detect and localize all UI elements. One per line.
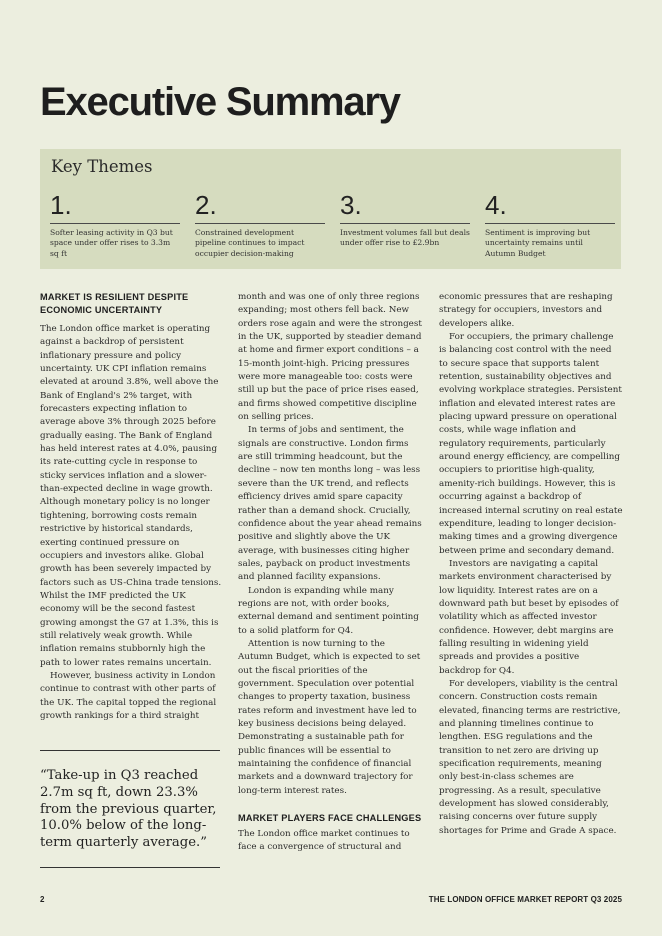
body-paragraph: For developers, viability is the central concern. Construction costs remain elevated, financing terms are restrictive, and planning timelines continue to lengthen. ESG regulations and the transition to net zero are driving up specification requirements, meaning only best-in-class schemes are progressing. As a result, speculative development has slowed considerably, raising concerns over future supply shortages for Prime and Grade A space. xyxy=(439,678,621,836)
page-title: Executive Summary xyxy=(40,80,400,124)
theme-number: 2. xyxy=(195,189,325,224)
theme-item xyxy=(50,189,180,259)
theme-item xyxy=(340,189,470,249)
column-3 xyxy=(439,291,623,838)
body-paragraph: The London office market is operating against a backdrop of persistent inflationary pressure and policy uncertainty. UK CPI inflation remains elevated at around 3.8%, well above the Bank of England's 2% target, with forecasters expecting inflation to average above 3% through 2025 before gradually easing. The Bank of England has held interest rates at 4.0%, pausing its rate-cutting cycle in response to sticky services inflation and a slower-than-expected decline in wage growth. Although monetary policy is no longer tightening, borrowing costs remain restrictive by historical standards, exerting continued pressure on occupiers and investors alike. Global growth has been severely impacted by factors such as US-China trade tensions. Whilst the IMF predicted the UK economy will be the second fastest growing amongst the G7 at 1.3%, this is still relatively weak growth. While inflation remains stubbornly high the path to lower rates remains uncertain. xyxy=(40,324,222,668)
page-number: 2 xyxy=(40,895,45,904)
key-themes-title: Key Themes xyxy=(51,157,153,176)
theme-text: Constrained development pipeline continues to impact occupier decision-making xyxy=(195,228,305,258)
footer-report-title: THE LONDON OFFICE MARKET REPORT Q3 2025 xyxy=(428,895,622,904)
theme-number: 3. xyxy=(340,189,470,224)
key-themes-panel xyxy=(40,149,621,269)
pull-quote xyxy=(40,750,220,868)
body-paragraph: In terms of jobs and sentiment, the signals are constructive. London firms are still trimming headcount, but the decline – now ten months long – was less severe than the UK trend, and reflects efficiency drives amid spare capacity rather than a demand shock. Crucially, confidence about the year ahead remains positive and slightly above the UK average, with businesses citing higher sales, payback on product investments and planned facility expansions. xyxy=(238,425,422,583)
body-paragraph: Attention is now turning to the Autumn Budget, which is expected to set out the fiscal priorities of the government. Speculation over potential changes to property taxation, business rates reform and investment have led to key business decisions being delayed. Demonstrating a sustainable path for public finances will be essential to maintaining the confidence of financial markets and a downward trajectory for long-term interest rates. xyxy=(238,638,421,796)
theme-number: 1. xyxy=(50,189,180,224)
body-paragraph: economic pressures that are reshaping strategy for occupiers, investors and developers alike. xyxy=(439,292,613,329)
body-paragraph: However, business activity in London continue to contrast with other parts of the UK. The capital topped the regional growth rankings for a third straight xyxy=(40,670,217,721)
theme-text: Sentiment is improving but uncertainty remains until Autumn Budget xyxy=(485,228,591,258)
section-heading-market-resilient: MARKET IS RESILIENT DESPITE ECONOMIC UNCERTAINTY xyxy=(40,292,189,315)
theme-text: Softer leasing activity in Q3 but space under offer rises to 3.3m sq ft xyxy=(50,228,173,258)
theme-text: Investment volumes fall but deals under offer rise to £2.9bn xyxy=(340,228,470,248)
column-1 xyxy=(40,291,224,723)
body-paragraph: For occupiers, the primary challenge is balancing cost control with the need to secure space that supports talent retention, sustainability objectives and evolving workplace strategies. Persistent inflation and elevated interest rates are placing upward pressure on operational costs, while wage inflation and regulatory requirements, particularly around energy efficiency, are compelling occupiers to prioritise high-quality, amenity-rich buildings. However, this is occurring against a backdrop of increased internal scrutiny on real estate expenditure, leading to longer decision-making times and a growing divergence between prime and secondary demand. xyxy=(439,332,623,556)
column-2 xyxy=(238,291,422,854)
theme-item xyxy=(485,189,615,259)
body-paragraph: London is expanding while many regions are not, with order books, external demand and sentiment pointing to a solid platform for Q4. xyxy=(238,585,419,636)
pull-quote-text: “Take-up in Q3 reached 2.7m sq ft, down 23.3% from the previous quarter, 10.0% below of the long-term quarterly average.” xyxy=(40,768,217,851)
theme-number: 4. xyxy=(485,189,615,224)
body-paragraph: month and was one of only three regions expanding; most others fell back. New orders rose again and were the strongest in the UK, supported by steadier demand at home and firmer export conditions – a 15-month joint-high. Pricing pressures were more manageable too: costs were still up but the pace of price rises eased, and firms showed competitive discipline on selling prices. xyxy=(238,292,422,423)
section-heading-challenges: MARKET PLAYERS FACE CHALLENGES xyxy=(238,813,422,824)
body-paragraph: The London office market continues to face a convergence of structural and xyxy=(238,828,410,852)
body-paragraph: Investors are navigating a capital markets environment characterised by low liquidity. Interest rates are on a downward path but beset by episodes of volatility which as affected investor confidence. However, debt margins are falling resulting in widening yield spreads and provides a positive backdrop for Q4. xyxy=(439,558,619,676)
theme-item xyxy=(195,189,325,259)
